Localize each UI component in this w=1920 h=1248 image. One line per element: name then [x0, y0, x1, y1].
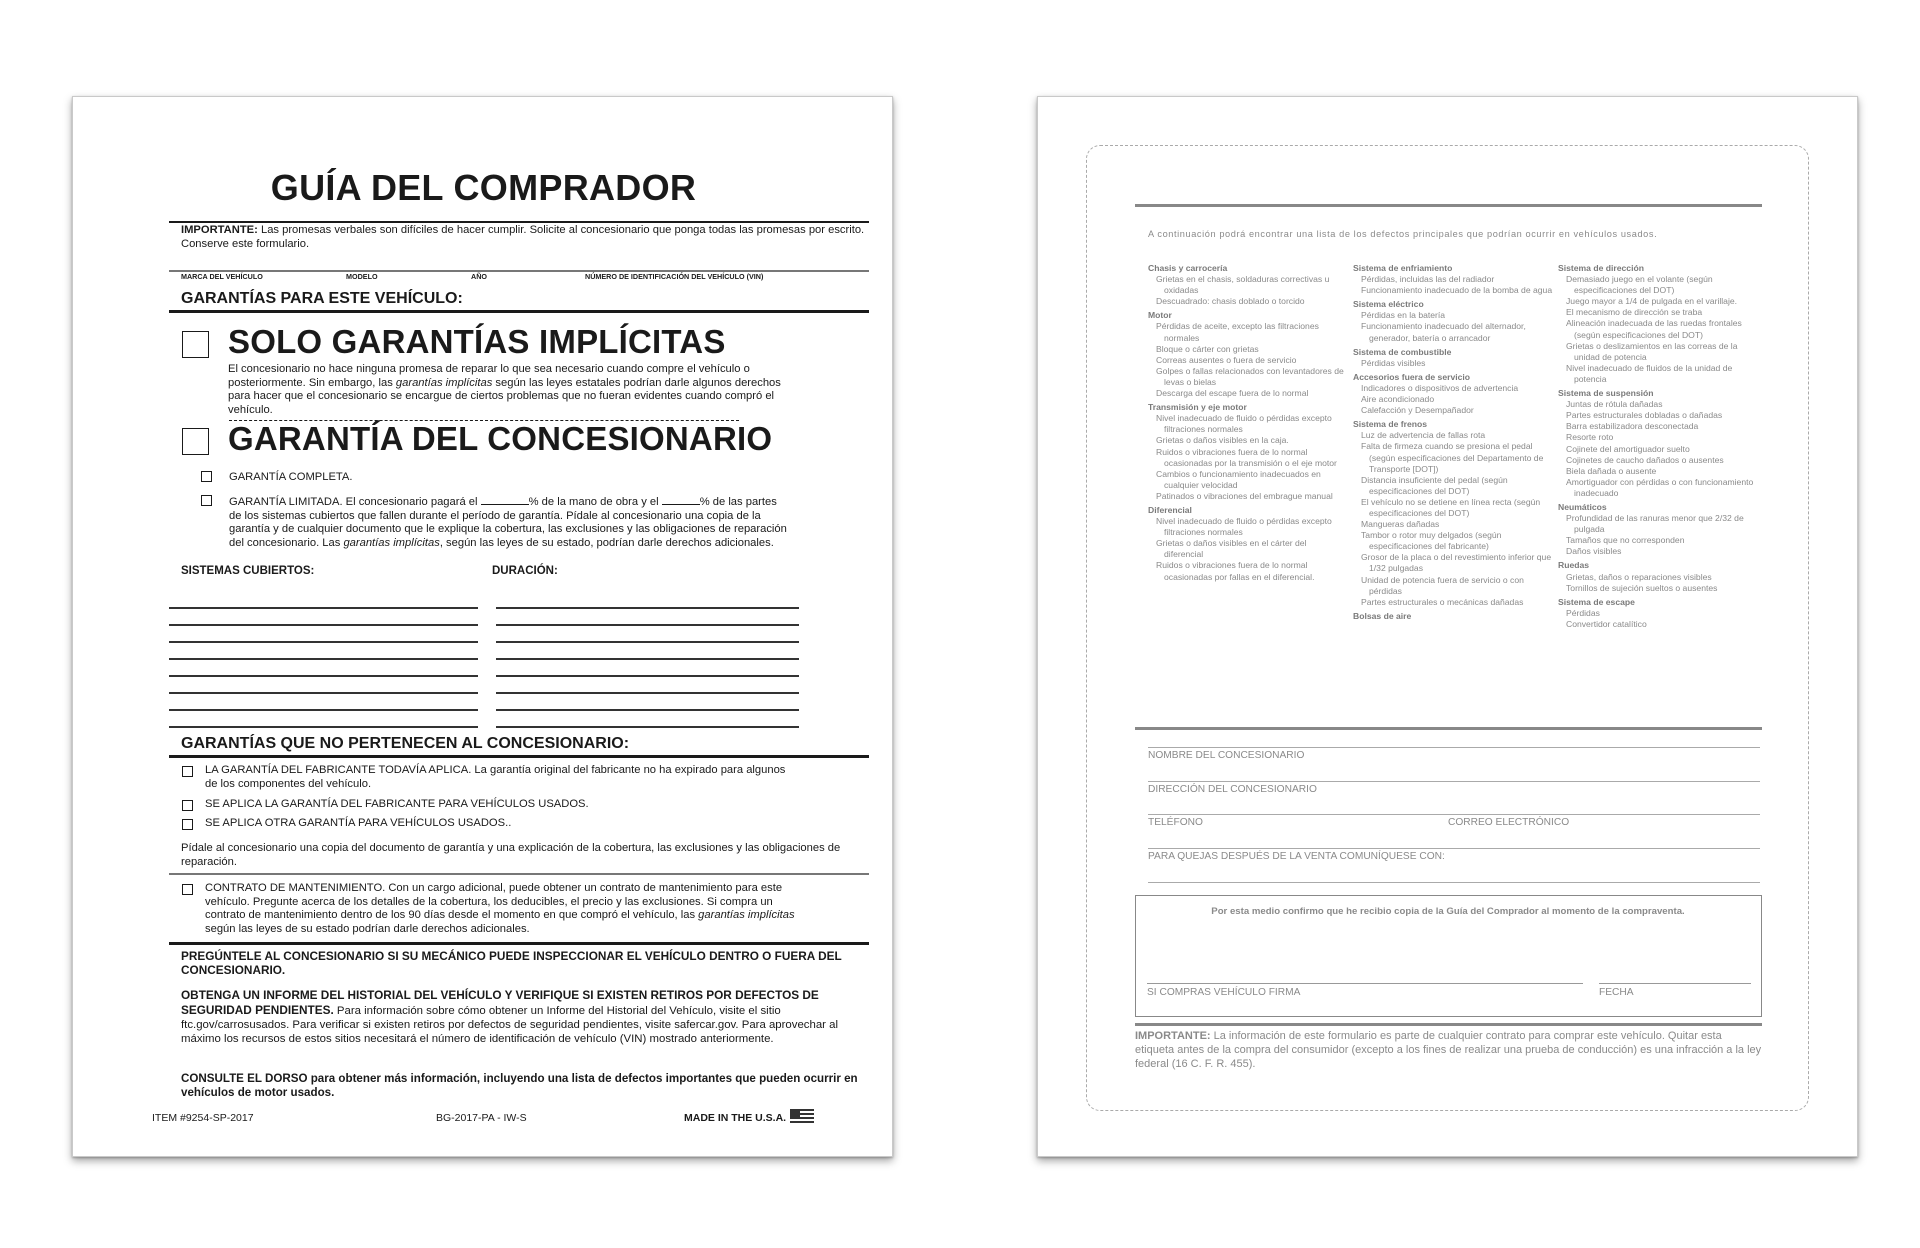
bold-text: OBTENGA UN INFORME DEL HISTORIAL DEL VEHÍCULO Y VERIFIQUE SI EXISTEN RETIROS POR DEFECTOS DE SEGURIDAD PENDIENTES.	[181, 988, 819, 1017]
defect-category: Diferencial	[1148, 504, 1192, 515]
defect-item: Indicadores o dispositivos de advertencia	[1361, 382, 1519, 393]
italic-text: garantías implícitas	[395, 376, 493, 389]
defect-item: Profundidad de las ranuras menor que 2/32 de pulgada	[1566, 513, 1744, 535]
defect-item: Patinados o vibraciones del embrague manual	[1156, 490, 1333, 501]
defect-category: Accesorios fuera de servicio	[1353, 371, 1471, 382]
divider	[169, 942, 869, 945]
defect-item: Falta de firmeza cuando se presiona el pedal (según especificaciones del Departamento de Transporte [DOT])	[1361, 441, 1544, 474]
defect-item: Nivel inadecuado de fluidos de la unidad de potencia	[1566, 362, 1733, 384]
defect-item: Convertidor catalítico	[1566, 618, 1647, 629]
defect-item: Tambor o rotor muy delgados (según especificaciones del fabricante)	[1361, 530, 1502, 552]
defect-item: Pérdidas visibles	[1361, 357, 1426, 368]
dealer-name-label: NOMBRE DEL CONCESIONARIO	[1148, 750, 1305, 761]
italic-text: garantías implícitas	[343, 536, 440, 549]
defect-item: Pérdidas	[1566, 607, 1600, 618]
defect-item: Funcionamiento inadecuado de la bomba de agua	[1361, 285, 1553, 296]
vehicle-vin-field[interactable]: NÚMERO DE IDENTIFICACIÓN DEL VEHÍCULO (VIN)	[585, 272, 764, 281]
defect-item: Tornillos de sujeción sueltos o ausentes	[1566, 582, 1718, 593]
defect-item: Partes estructurales o mecánicas dañadas	[1361, 596, 1524, 607]
purchase-confirmation-box	[1135, 895, 1762, 1017]
vehicle-history-notice	[181, 988, 871, 1046]
date-label: FECHA	[1599, 987, 1634, 998]
text: según las leyes de su estado podrían darle derechos adicionales.	[205, 922, 530, 935]
defect-item: Calefacción y Desempañador	[1361, 405, 1474, 416]
as-is-description	[228, 363, 788, 417]
dealer-address-line[interactable]	[1148, 781, 1760, 782]
full-warranty-checkbox[interactable]	[201, 471, 212, 482]
defect-item: Descuadrado: chasis doblado o torcido	[1156, 296, 1305, 307]
defect-category: Ruedas	[1558, 560, 1590, 571]
defect-item: Luz de advertencia de fallas rota	[1361, 430, 1486, 441]
defect-item: Grosor de la placa o del revestimiento inferior que 1/32 pulgadas	[1361, 552, 1552, 574]
defect-item: Distancia insuficiente del pedal (según especificaciones del DOT)	[1361, 474, 1508, 496]
divider	[1135, 727, 1762, 730]
text: según las leyes estatales podrían darle algunos derechos para hacer que el concesionario se encargue de ciertos problemas que no fueran evidentes cuando compró el vehículo.	[228, 376, 781, 416]
divider	[169, 873, 869, 875]
important-label: IMPORTANTE:	[1135, 1030, 1211, 1042]
service-contract-checkbox[interactable]	[182, 884, 193, 895]
vehicle-model-field[interactable]: MODELO	[346, 272, 378, 281]
defect-item: Cojinetes de caucho dañados o ausentes	[1566, 454, 1724, 465]
defect-item: Funcionamiento inadecuado del alternador, generador, batería o arrancador	[1361, 321, 1526, 343]
dealer-warranty-checkbox[interactable]	[182, 428, 209, 455]
defect-item: Pérdidas, incluidas las del radiador	[1361, 274, 1495, 285]
text: Para información sobre cómo obtener un Informe del Historial del Vehículo, visite el sitio ftc.gov/carrosusados. Para verificar si existen retiros por defectos de seguridad pendientes, visite safercar.gov. Para aprovechar al máximo los recursos de estos sitios necesitará el número de identificación de vehículo (VIN) mostrado anteriormente.	[181, 1005, 838, 1045]
important-label: IMPORTANTE:	[181, 224, 258, 236]
defects-column-2	[1353, 263, 1553, 622]
defect-item: Ruidos o vibraciones fuera de lo normal ocasionadas por la transmisión o el eje motor	[1156, 446, 1337, 468]
defect-item: Grietas o daños visibles en la caja.	[1156, 435, 1289, 446]
defect-item: Pérdidas de aceite, excepto las filtraciones normales	[1156, 321, 1319, 343]
defect-item: Juego mayor a 1/4 de pulgada en el varillaje.	[1566, 296, 1738, 307]
defect-item: Barra estabilizadora desconectada	[1566, 421, 1699, 432]
defect-item: Partes estructurales dobladas o dañadas	[1566, 410, 1723, 421]
defect-item: Aire acondicionado	[1361, 394, 1435, 405]
defect-category: Neumáticos	[1558, 501, 1607, 512]
defect-item: El vehículo no se detiene en línea recta (según especificaciones del DOT)	[1361, 496, 1541, 518]
defect-item: Grietas, daños o reparaciones visibles	[1566, 571, 1712, 582]
defect-item: Biela dañada o ausente	[1566, 465, 1657, 476]
as-is-checkbox[interactable]	[182, 331, 209, 358]
defect-item: El mecanismo de dirección se traba	[1566, 307, 1703, 318]
complaints-contact-line[interactable]	[1148, 882, 1760, 883]
text: GARANTÍA LIMITADA. El concesionario pagará el	[229, 496, 481, 508]
defect-category: Bolsas de aire	[1353, 610, 1412, 621]
defect-item: Amortiguador con pérdidas o con funcionamiento inadecuado	[1566, 476, 1754, 498]
defect-item: Demasiado juego en el volante (según especificaciones del DOT)	[1566, 274, 1713, 296]
defect-category: Chasis y carrocería	[1148, 263, 1228, 273]
as-is-heading: SOLO GARANTÍAS IMPLÍCITAS	[228, 323, 726, 360]
buyers-guide-back-page	[1037, 96, 1858, 1157]
defect-category: Sistema de escape	[1558, 596, 1635, 607]
service-contract-description	[205, 882, 805, 936]
defect-item: Mangueras dañadas	[1361, 519, 1440, 530]
us-flag-icon	[790, 1109, 814, 1125]
defect-item: Nivel inadecuado de fluido o pérdidas excepto filtraciones normales	[1156, 516, 1332, 538]
defect-category: Sistema de frenos	[1353, 419, 1428, 430]
buyers-guide-front-page	[72, 96, 893, 1157]
other-used-vehicle-label: SE APLICA OTRA GARANTÍA PARA VEHÍCULOS USADOS..	[205, 817, 512, 829]
vehicle-year-field[interactable]: AÑO	[471, 272, 487, 281]
email-label: CORREO ELECTRÓNICO	[1448, 817, 1570, 828]
phone-email-line[interactable]	[1148, 814, 1760, 815]
made-in-usa: MADE IN THE U.S.A.	[684, 1112, 787, 1124]
non-dealer-warranties-heading: GARANTÍAS QUE NO PERTENECEN AL CONCESIONARIO:	[181, 735, 630, 752]
text: % de la mano de obra y el	[528, 496, 662, 508]
used-vehicle-manufacturer-label: SE APLICA LA GARANTÍA DEL FABRICANTE PARA VEHÍCULOS USADOS.	[205, 798, 589, 810]
text: El concesionario no hace ninguna promesa de reparar lo que sea necesario cuando compre el vehículo o posteriormente. Sin embargo, las	[228, 363, 750, 389]
text: para obtener más información, incluyendo una lista de defectos importantes que pueden ocurrir en vehículos de motor usados.	[181, 1072, 858, 1099]
date-line[interactable]	[1599, 983, 1751, 984]
important-text: La información de este formulario es parte de cualquier contrato para comprar este vehículo. Quitar esta etiqueta antes de la compra del consumidor (excepto a los fines de realizar una prueba de conducción) es una infracción a la ley federal (16 C. F. R. 455).	[1135, 1030, 1762, 1070]
complaints-line[interactable]	[1148, 848, 1760, 849]
defects-column-3	[1558, 263, 1758, 630]
defect-item: Pérdidas en la batería	[1361, 310, 1446, 321]
important-text: Las promesas verbales son difíciles de hacer cumplir. Solicite al concesionario que ponga todas las promesas por escrito. Conserve este formulario.	[181, 224, 865, 250]
text: % de las partes de los sistemas cubiertos que fallen durante el período de garantía. Pídale al concesionario una copia de la garantía y de cualquier documento que le explique la cobertura, las exclusiones y las obligaciones de reparación del concesionario. Las	[229, 496, 787, 549]
manufacturer-warranty-checkbox[interactable]	[182, 766, 193, 777]
limited-warranty-description	[229, 495, 789, 550]
limited-warranty-checkbox[interactable]	[201, 495, 212, 506]
dealer-warranty-heading: GARANTÍA DEL CONCESIONARIO	[228, 420, 773, 457]
full-warranty-label: GARANTÍA COMPLETA.	[229, 471, 353, 483]
defect-category: Sistema de enfriamiento	[1353, 263, 1453, 273]
important-notice	[181, 223, 871, 251]
text: CONTRATO DE MANTENIMIENTO. Con un cargo adicional, puede obtener un contrato de mantenimiento para este vehículo. Pregunte acerca de los detalles de la cobertura, los deducibles, el precio y las exclusiones. Si compra un contrato de mantenimiento dentro de los 90 días desde el momento en que compró el vehículo, las	[205, 882, 783, 922]
divider	[169, 270, 869, 272]
systems-covered-label: SISTEMAS CUBIERTOS:	[181, 565, 315, 577]
defect-item: Golpes o fallas relacionados con levantadores de levas o bielas	[1156, 365, 1344, 387]
divider	[1135, 1023, 1762, 1026]
defect-category: Transmisión y eje motor	[1148, 402, 1247, 413]
defect-item: Cojinete del amortiguador suelto	[1566, 443, 1690, 454]
defects-column-1	[1148, 263, 1348, 583]
parts-percent-field[interactable]	[662, 495, 700, 505]
divider	[169, 310, 869, 313]
divider	[169, 755, 869, 758]
defect-item: Ruidos o vibraciones fuera de lo normal ocasionadas por fallas en el diferencial.	[1156, 560, 1315, 582]
inspection-notice: PREGÚNTELE AL CONCESIONARIO SI SU MECÁNICO PUEDE INSPECCIONAR EL VEHÍCULO DENTRO O FUERA DEL CONCESIONARIO.	[181, 949, 842, 978]
manufacturer-warranty-label: LA GARANTÍA DEL FABRICANTE TODAVÍA APLICA. La garantía original del fabricante no ha expirado para algunos de los componentes del vehículo.	[205, 764, 786, 790]
italic-text: garantías implícitas	[698, 909, 795, 922]
defect-item: Resorte roto	[1566, 432, 1614, 443]
defects-intro: A continuación podrá encontrar una lista de los defectos principales que podrían ocurrir en vehículos usados.	[1148, 229, 1658, 239]
vehicle-make-field[interactable]: MARCA DEL VEHÍCULO	[181, 272, 263, 281]
defect-category: Sistema eléctrico	[1353, 299, 1424, 310]
phone-label: TELÉFONO	[1148, 817, 1203, 828]
defect-item: Unidad de potencia fuera de servicio o con pérdidas	[1361, 574, 1524, 596]
defect-item: Correas ausentes o fuera de servicio	[1156, 354, 1297, 365]
defect-category: Sistema de dirección	[1558, 263, 1644, 273]
signature-line[interactable]	[1147, 983, 1583, 984]
other-used-vehicle-checkbox[interactable]	[182, 819, 193, 830]
bold-text: CONSULTE EL DORSO	[181, 1072, 308, 1085]
non-dealer-note: Pídale al concesionario una copia del documento de garantía y una explicación de la cobertura, las exclusiones y las obligaciones de reparación.	[181, 842, 841, 868]
duration-label: DURACIÓN:	[492, 565, 558, 577]
defect-item: Grietas o deslizamientos en las correas de la unidad de potencia	[1566, 340, 1738, 362]
defect-item: Daños visibles	[1566, 546, 1622, 557]
defect-item: Grietas en el chasis, soldaduras correctivas u oxidadas	[1156, 274, 1330, 296]
defect-item: Nivel inadecuado de fluido o pérdidas excepto filtraciones normales	[1156, 413, 1332, 435]
defect-item: Cambios o funcionamiento inadecuados en cualquier velocidad	[1156, 468, 1321, 490]
defect-item: Bloque o cárter con grietas	[1156, 343, 1259, 354]
defect-item: Alineación inadecuada de las ruedas frontales (según especificaciones del DOT)	[1566, 318, 1742, 340]
defect-category: Sistema de suspensión	[1558, 388, 1654, 399]
form-code: BG-2017-PA - IW-S	[436, 1112, 527, 1124]
defect-item: Juntas de rótula dañadas	[1566, 399, 1663, 410]
defect-item: Tamaños que no corresponden	[1566, 535, 1685, 546]
page-title: GUÍA DEL COMPRADOR	[270, 167, 697, 208]
signature-label: SI COMPRAS VEHÍCULO FIRMA	[1147, 987, 1301, 998]
confirmation-text: Por esta medio confirmo que he recibio copia de la Guía del Comprador al momento de la compraventa.	[1211, 906, 1685, 917]
dealer-address-label: DIRECCIÓN DEL CONCESIONARIO	[1148, 784, 1317, 795]
used-vehicle-manufacturer-checkbox[interactable]	[182, 800, 193, 811]
dealer-name-line[interactable]	[1148, 747, 1760, 748]
warranties-heading: GARANTÍAS PARA ESTE VEHÍCULO:	[181, 290, 463, 307]
defect-category: Motor	[1148, 310, 1172, 321]
item-number: ITEM #9254-SP-2017	[152, 1112, 254, 1124]
divider	[1135, 204, 1762, 207]
see-back-notice	[181, 1072, 871, 1100]
text: , según las leyes de su estado, podrían darle derechos adicionales.	[439, 536, 774, 549]
labor-percent-field[interactable]	[481, 495, 529, 505]
complaints-label: PARA QUEJAS DESPUÉS DE LA VENTA COMUNÍQUESE CON:	[1148, 851, 1445, 862]
back-important-notice	[1135, 1029, 1762, 1071]
defect-category: Sistema de combustible	[1353, 346, 1452, 357]
defect-item: Descarga del escape fuera de lo normal	[1156, 388, 1309, 399]
defect-item: Grietas o daños visibles en el cárter del diferencial	[1156, 538, 1307, 560]
